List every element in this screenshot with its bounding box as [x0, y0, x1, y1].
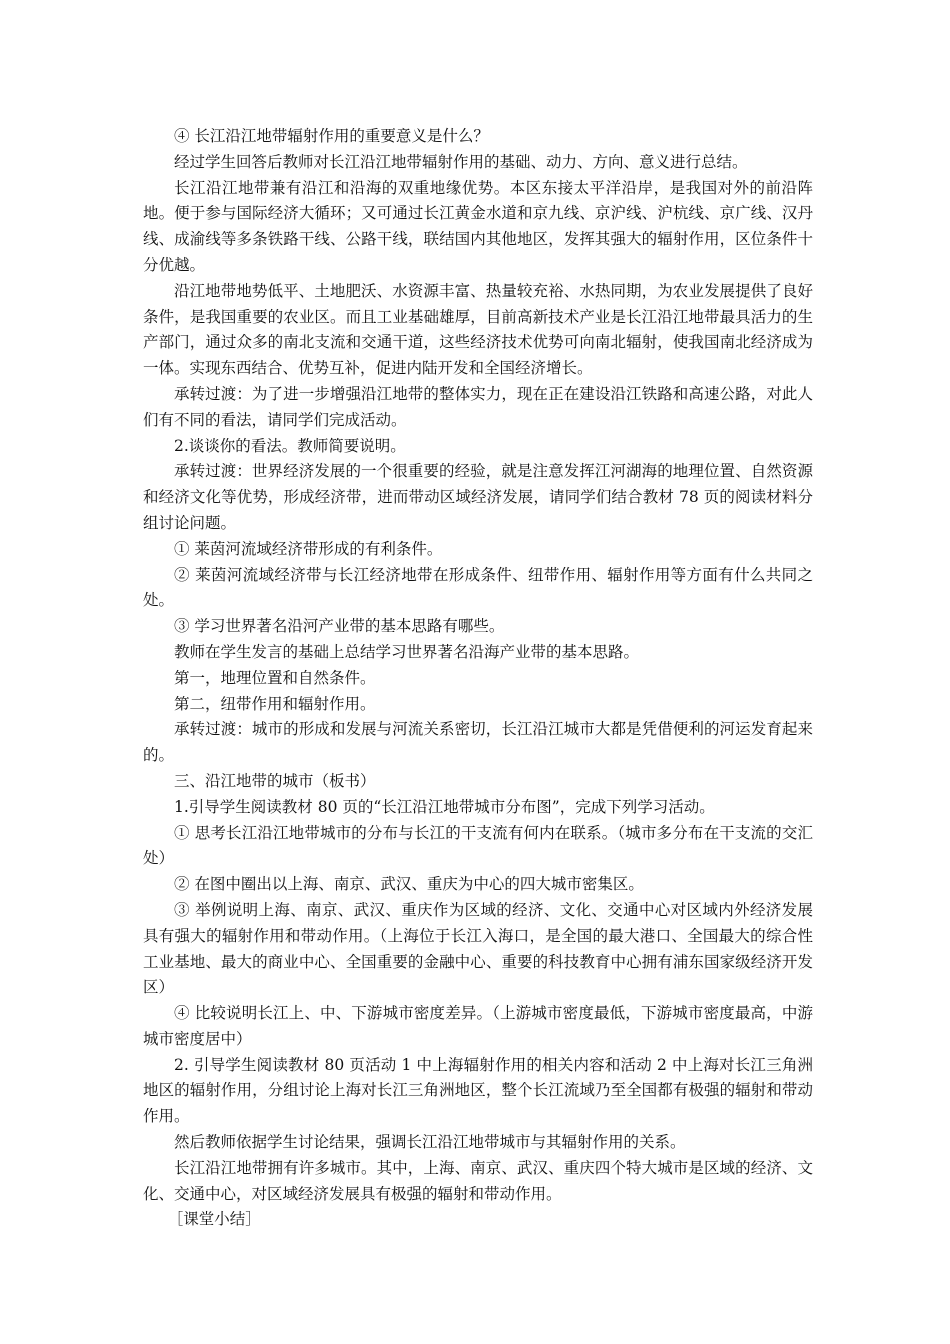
transition-economic-belt-paragraph: 承转过渡：世界经济发展的一个很重要的经验，就是注意发挥江河湖海的地理位置、自然资源和经济文化等优势，形成经济带，进而带动区域经济发展，请同学们结合教材 78 页的阅读材料分组讨论问题。 — [143, 462, 813, 532]
teacher-conclusion: 教师在学生发言的基础上总结学习世界著名沿海产业带的基本思路。 — [174, 642, 640, 661]
city-question-3: ③ 举例说明上海、南京、武汉、重庆作为区域的经济、文化、交通中心对区域内外经济发展具有强大的辐射作用和带动作用。（上海位于长江入海口，是全国的最大港口、全国最大的综合性工业基地、最大的商业中心、全国重要的金融中心、重要的科技教育中心拥有浦东国家级经济开发区） — [143, 900, 813, 997]
question-4-significance: ④ 长江沿江地带辐射作用的重要意义是什么？ — [174, 127, 489, 145]
point-second: 第二，纽带作用和辐射作用。 — [174, 694, 376, 713]
teacher-summary-note: 经过学生回答后教师对长江沿江地带辐射作用的基础、动力、方向、意义进行总结。 — [174, 152, 748, 171]
transition-railway-paragraph: 承转过渡：为了进一步增强沿江地带的整体实力，现在正在建设沿江铁路和高速公路，对此人们有不同的看法，请同学们完成活动。 — [143, 384, 813, 429]
agriculture-industry-paragraph: 沿江地带地势低平、土地肥沃、水资源丰富、热量较充裕、水热同期，为农业发展提供了良好条件，是我国重要的农业区。而且工业基础雄厚，目前高新技术产业是长江沿江地带最具活力的生产部门，通过众多的南北支流和交通干道，这些经济技术优势可向南北辐射，使我国南北经济成为一体。实现东西结合、优势互补，促进内陆开发和全国经济增长。 — [143, 281, 813, 378]
city-question-2: ② 在图中圈出以上海、南京、武汉、重庆为中心的四大城市密集区。 — [174, 875, 644, 894]
class-summary-heading: ［课堂小结］ — [167, 1210, 261, 1229]
rhine-question-1: ① 莱茵河流域经济带形成的有利条件。 — [174, 539, 443, 558]
rhine-question-3: ③ 学习世界著名沿河产业带的基本思路有哪些。 — [174, 617, 505, 636]
activity-1-guide: 1.引导学生阅读教材 80 页的“长江沿江地带城市分布图”，完成下列学习活动。 — [174, 797, 715, 816]
transition-cities-paragraph: 承转过渡：城市的形成和发展与河流关系密切，长江沿江城市大都是凭借便利的河运发育起来的。 — [143, 720, 813, 765]
city-question-4: ④ 比较说明长江上、中、下游城市密度差异。（上游城市密度最低，下游城市密度最高，中游城市密度居中） — [143, 1004, 813, 1048]
location-advantage-paragraph: 长江沿江地带兼有沿江和沿海的双重地缘优势。本区东接太平洋沿岸，是我国对外的前沿阵地。便于参与国际经济大循环；又可通过长江黄金水道和京九线、京沪线、沪杭线、京广线、汉丹线、成渝线等多条铁路干线、公路干线，联结国内其他地区，发挥其强大的辐射作用，区位条件十分优越。 — [143, 178, 813, 274]
teacher-emphasis: 然后教师依据学生讨论结果，强调长江沿江地带城市与其辐射作用的关系。 — [174, 1133, 686, 1152]
activity-2-heading: 2.谈谈你的看法。教师简要说明。 — [174, 436, 406, 455]
point-first: 第一，地理位置和自然条件。 — [174, 668, 376, 687]
rhine-question-2: ② 莱茵河流域经济带与长江经济地带在形成条件、纽带作用、辐射作用等方面有什么共同之处。 — [143, 565, 813, 610]
activity-2-guide: 2. 引导学生阅读教材 80 页活动 1 中上海辐射作用的相关内容和活动 2 中上海对长江三角洲地区的辐射作用，分组讨论上海对长江三角洲地区，整个长江流域乃至全国都有极强的辐射和带动作用。 — [143, 1055, 813, 1126]
cities-summary-paragraph: 长江沿江地带拥有许多城市。其中，上海、南京、武汉、重庆四个特大城市是区域的经济、文化、交通中心，对区域经济发展具有极强的辐射和带动作用。 — [143, 1158, 813, 1203]
document-body — [143, 124, 813, 1233]
city-question-1: ① 思考长江沿江地带城市的分布与长江的干支流有何内在联系。（城市多分布在干支流的交汇处） — [143, 823, 813, 868]
section-3-heading: 三、沿江地带的城市（板书） — [174, 771, 376, 790]
